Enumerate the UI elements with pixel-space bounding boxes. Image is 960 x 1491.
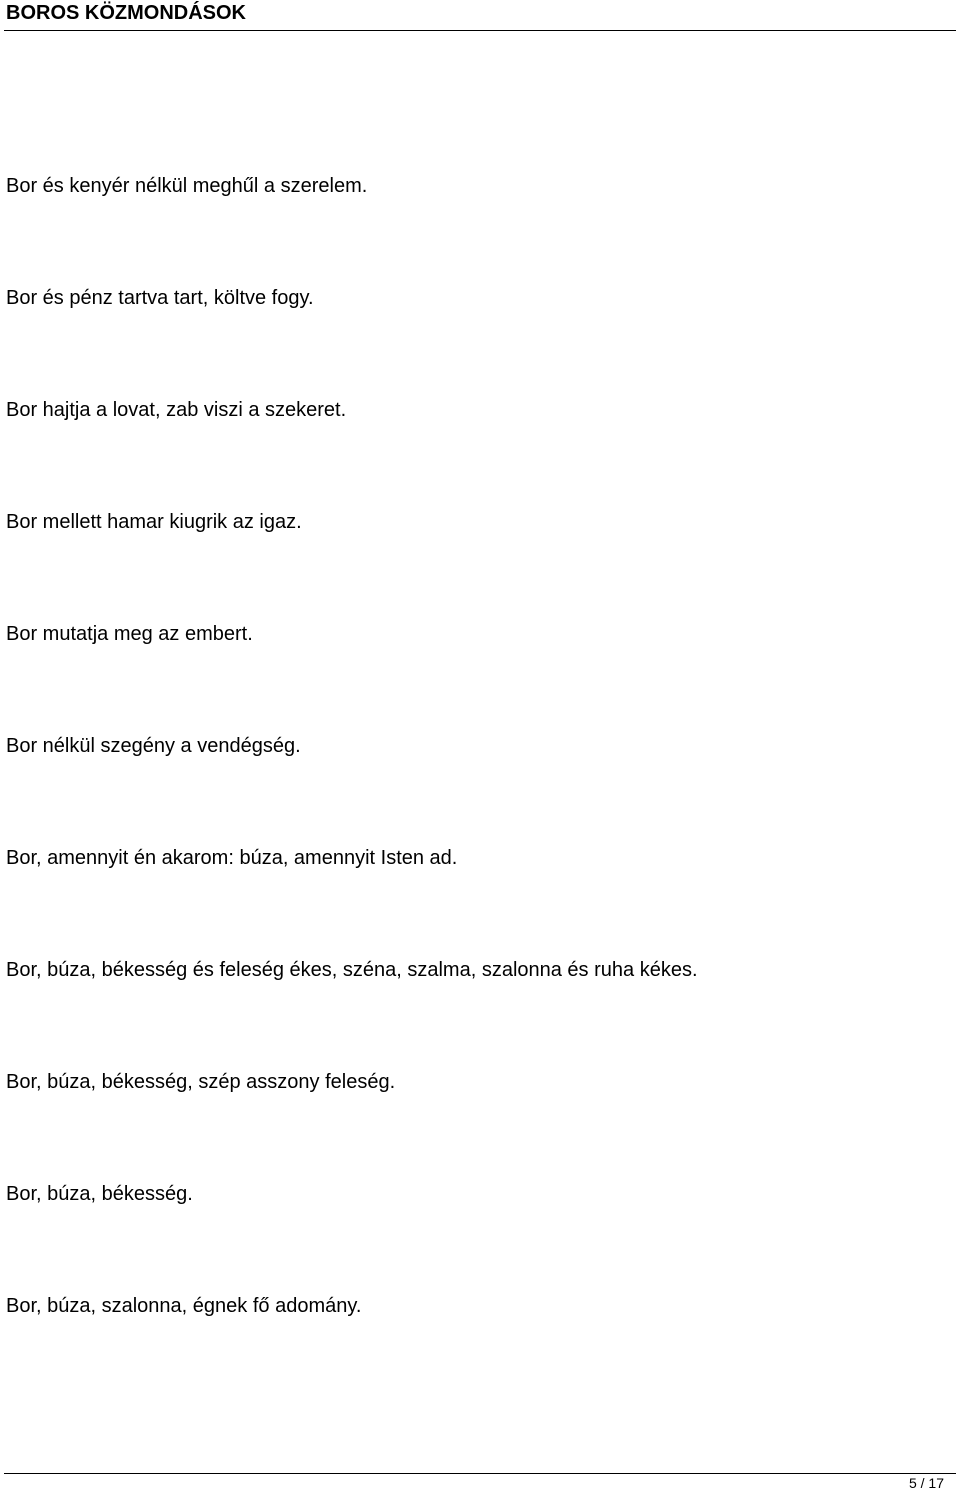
proverb-item: Bor, búza, szalonna, égnek fő adomány. [6,1295,362,1317]
page-title: BOROS KÖZMONDÁSOK [6,2,246,24]
proverb-item: Bor mutatja meg az embert. [6,623,253,645]
page-number: 5 / 17 [908,1475,944,1491]
proverb-item: Bor, búza, békesség és feleség ékes, széna, szalma, szalonna és ruha kékes. [6,959,698,981]
proverb-item: Bor, amennyit én akarom: búza, amennyit Isten ad. [6,847,458,869]
proverb-item: Bor, búza, békesség, szép asszony feleség. [6,1071,396,1093]
proverb-item: Bor és kenyér nélkül meghűl a szerelem. [6,175,368,197]
header-divider [4,30,956,31]
proverb-item: Bor és pénz tartva tart, költve fogy. [6,287,314,309]
footer-divider [4,1473,956,1474]
proverb-item: Bor nélkül szegény a vendégség. [6,735,301,757]
proverb-item: Bor hajtja a lovat, zab viszi a szekeret. [6,399,347,421]
proverb-item: Bor, búza, békesség. [6,1183,193,1205]
proverb-item: Bor mellett hamar kiugrik az igaz. [6,511,302,533]
